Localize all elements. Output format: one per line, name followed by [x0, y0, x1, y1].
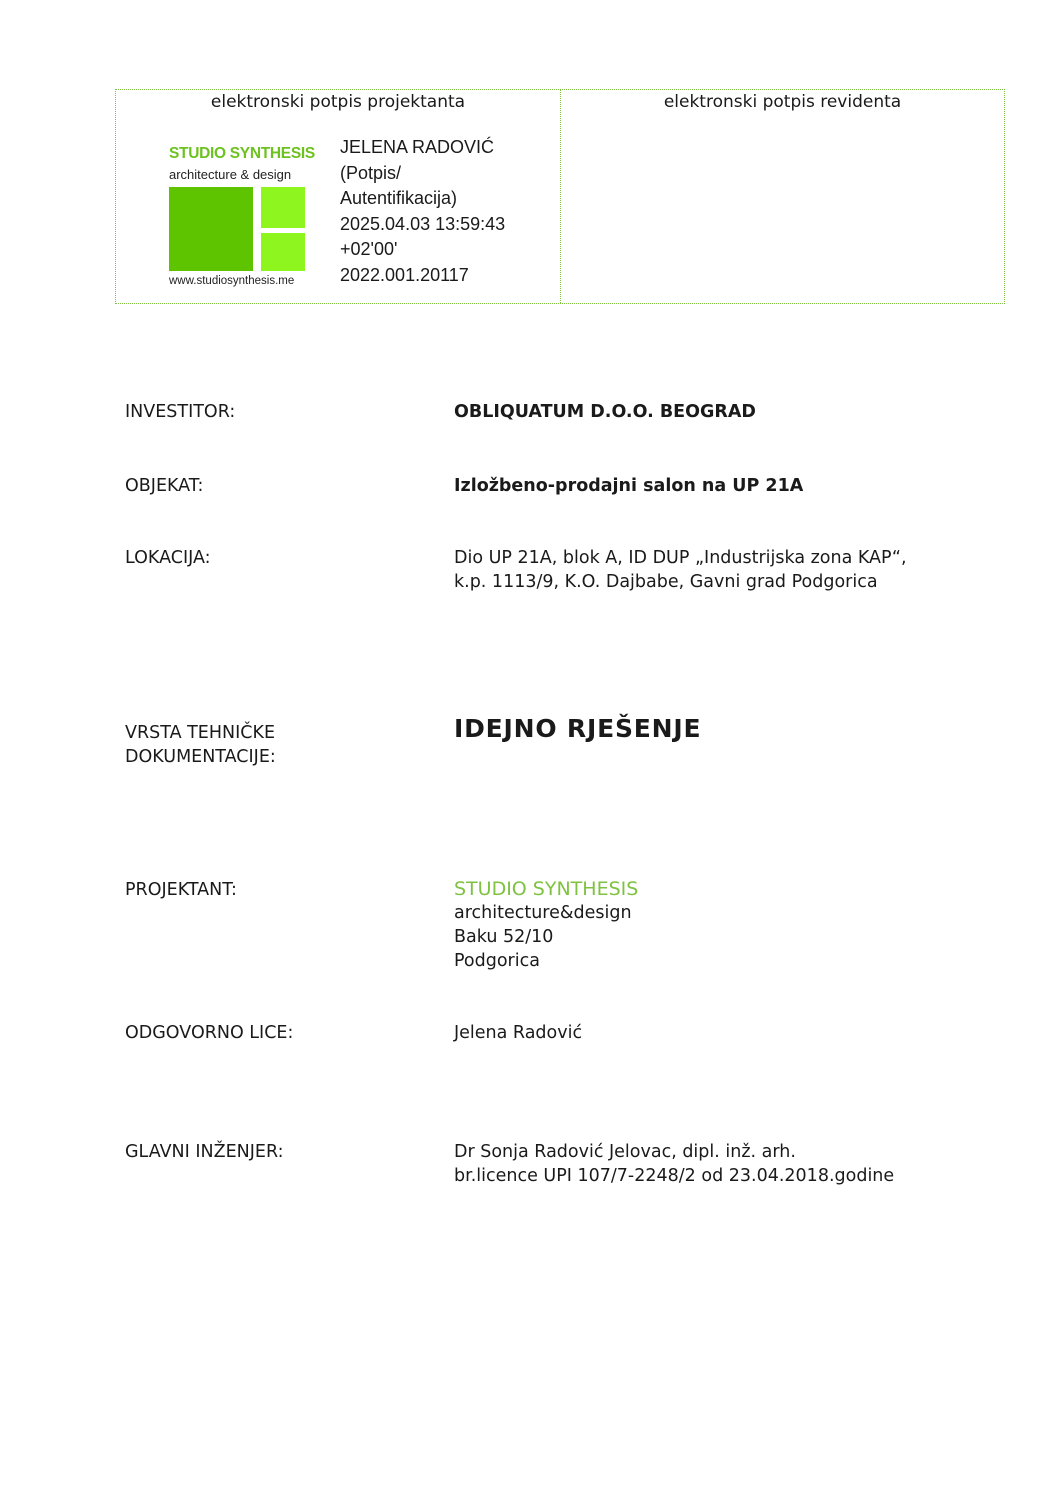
reviewer-signature-cell: [561, 90, 1004, 303]
objekat-label: OBJEKAT:: [125, 476, 204, 496]
vrsta-label-line: DOKUMENTACIJE:: [125, 747, 276, 767]
signature-line: +02'00': [340, 239, 398, 260]
signature-line: 2022.001.20117: [340, 264, 469, 285]
signature-line: 2025.04.03 13:59:43: [340, 213, 506, 234]
logo-title: STUDIO SYNTHESIS: [169, 145, 315, 162]
investitor-value: OBLIQUATUM D.O.O. BEOGRAD: [454, 402, 756, 422]
document-type-title: IDEJNO RJEŠENJE: [454, 714, 702, 743]
investitor-label: INVESTITOR:: [125, 402, 236, 422]
signature-line: JELENA RADOVIĆ: [340, 137, 495, 157]
logo-url: www.studiosynthesis.me: [169, 275, 295, 287]
projektant-studio-name: STUDIO SYNTHESIS: [454, 878, 639, 900]
odgovorno-lice-label: ODGOVORNO LICE:: [125, 1023, 294, 1043]
reviewer-signature-heading: elektronski potpis revidenta: [663, 92, 902, 112]
lokacija-label: LOKACIJA:: [125, 548, 211, 568]
logo-large-square: [169, 187, 253, 271]
projektant-label: PROJEKTANT:: [125, 880, 237, 900]
studio-synthesis-logo: [169, 145, 315, 290]
lokacija-line: Dio UP 21A, blok A, ID DUP „Industrijska zona KAP“,: [454, 548, 907, 568]
objekat-value: Izložbeno-prodajni salon na UP 21A: [454, 476, 804, 496]
logo-small-square-bottom: [261, 233, 305, 271]
signature-table: [115, 89, 1005, 304]
projektant-value: [454, 877, 638, 973]
glavni-inzenjer-line: br.licence UPI 107/7-2248/2 od 23.04.2018.godine: [454, 1166, 895, 1186]
vrsta-label: [125, 721, 276, 769]
lokacija-value: [454, 546, 907, 594]
designer-signature-heading: elektronski potpis projektanta: [210, 92, 466, 112]
signature-line: Autentifikacija): [340, 188, 458, 209]
projektant-line: Baku 52/10: [454, 927, 554, 947]
logo-small-square-top: [261, 187, 305, 228]
signature-line: (Potpis/: [340, 162, 402, 183]
designer-signature-cell: [116, 90, 561, 303]
glavni-inzenjer-value: [454, 1140, 894, 1188]
lokacija-line: k.p. 1113/9, K.O. Dajbabe, Gavni grad Podgorica: [454, 572, 878, 592]
projektant-line: architecture&design: [454, 903, 632, 923]
logo-subtitle: architecture & design: [169, 167, 292, 182]
odgovorno-lice-value: Jelena Radović: [454, 1023, 583, 1043]
vrsta-label-line: VRSTA TEHNIČKE: [125, 723, 276, 743]
signature-details: [340, 135, 505, 289]
projektant-line: Podgorica: [454, 951, 540, 971]
glavni-inzenjer-line: Dr Sonja Radović Jelovac, dipl. inž. arh.: [454, 1142, 796, 1162]
glavni-inzenjer-label: GLAVNI INŽENJER:: [125, 1142, 284, 1162]
